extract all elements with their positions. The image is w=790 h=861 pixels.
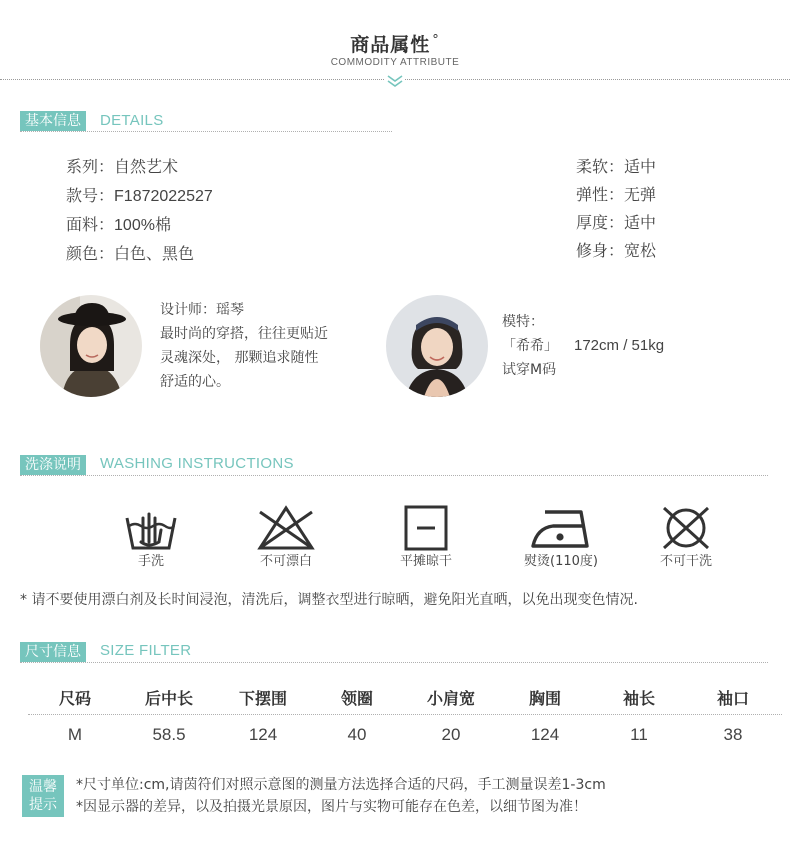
tips-tag: 温馨 提示 (22, 775, 64, 817)
chevron-down-icon (385, 73, 405, 89)
designer-bio-line: 灵魂深处， 那颗追求随性 (160, 350, 319, 366)
tips-line: *因显示器的差异，以及拍摄光景原因，图片与实物可能存在色差，以细节图为准！ (76, 799, 587, 815)
size-header-cell: 胸围 (528, 689, 561, 708)
model-name: 「希希」 (502, 338, 558, 354)
dry-flat-icon (396, 504, 456, 552)
iron-icon (531, 504, 591, 552)
size-tag: 尺寸信息 (20, 642, 86, 662)
washing-note: * 请不要使用漂白剂及长时间浸泡，清洗后，调整衣型进行晾晒，避免阳光直晒，以免出现变色情况. (20, 592, 638, 608)
washing-tag: 洗涤说明 (20, 455, 86, 475)
title-degree-mark: ° (432, 32, 440, 48)
size-cell: M (67, 725, 83, 744)
details-tag: 基本信息 (20, 111, 86, 131)
size-table-divider (28, 714, 782, 715)
attr-color: 颜色：白色、黑色 (66, 244, 195, 263)
no-bleach-label: 不可漂白 (259, 554, 312, 569)
designer-avatar (40, 295, 142, 397)
designer-name: 设计师：瑶琴 (160, 302, 244, 318)
details-divider (20, 131, 392, 132)
size-table-header (28, 686, 780, 709)
size-header-cell: 袖长 (622, 689, 655, 708)
details-right-list (576, 153, 656, 265)
tips-text (76, 774, 606, 818)
designer-bio-line: 最时尚的穿搭，往往更贴近 (160, 326, 328, 342)
size-cell: 20 (441, 725, 461, 744)
details-left-list (66, 153, 213, 269)
attr-fit: 修身：宽松 (576, 241, 657, 260)
model-measure: 172cm / 51kg (574, 337, 665, 354)
size-header-cell: 领圈 (340, 689, 373, 708)
model-label: 模特： (502, 314, 544, 330)
designer-bio-line: 舒适的心。 (160, 374, 230, 390)
hand-wash-icon (121, 504, 181, 552)
designer-bio (160, 298, 328, 394)
attr-fabric: 面料：100%棉 (66, 215, 171, 234)
attr-series: 系列：自然艺术 (66, 157, 179, 176)
dry-flat-label: 平摊晾干 (399, 554, 452, 569)
size-header-cell: 下摆围 (238, 689, 287, 708)
model-avatar (386, 295, 488, 397)
washing-title-en: WASHING INSTRUCTIONS (100, 455, 294, 472)
size-divider (20, 662, 768, 663)
page-subtitle: COMMODITY ATTRIBUTE (330, 57, 460, 68)
details-title-en: DETAILS (100, 112, 164, 129)
size-cell: 124 (530, 725, 560, 744)
table-row (28, 725, 780, 745)
size-cell: 40 (347, 725, 367, 744)
model-size: 试穿M码 (502, 362, 557, 378)
no-bleach-icon (256, 504, 316, 552)
page-title (0, 30, 790, 57)
attr-softness: 柔软：适中 (576, 157, 657, 176)
size-header-cell: 袖口 (716, 689, 749, 708)
size-title-en: SIZE FILTER (100, 642, 192, 659)
attr-style-no: 款号：F1872022527 (66, 186, 213, 205)
attr-elasticity: 弹性：无弹 (576, 185, 657, 204)
size-cell: 38 (723, 725, 743, 744)
washing-divider (20, 475, 768, 476)
size-cell: 124 (248, 725, 278, 744)
size-header-cell: 后中长 (144, 689, 193, 708)
hand-wash-label: 手洗 (137, 554, 164, 569)
size-header-cell: 尺码 (58, 689, 91, 708)
iron-label: 熨烫(110度) (524, 554, 598, 569)
size-cell: 11 (630, 725, 648, 744)
model-info (502, 310, 664, 382)
attr-thickness: 厚度：适中 (576, 213, 657, 232)
no-dry-clean-icon (656, 504, 716, 552)
size-header-cell: 小肩宽 (426, 689, 475, 708)
size-cell: 58.5 (152, 725, 186, 744)
model-measure-line (502, 334, 664, 358)
tips-line: *尺寸单位:cm,请茵符们对照示意图的测量方法选择合适的尺码，手工测量误差1-3cm (76, 777, 606, 793)
page-title-text: 商品属性 (350, 34, 431, 56)
no-dry-clean-label: 不可干洗 (659, 554, 712, 569)
